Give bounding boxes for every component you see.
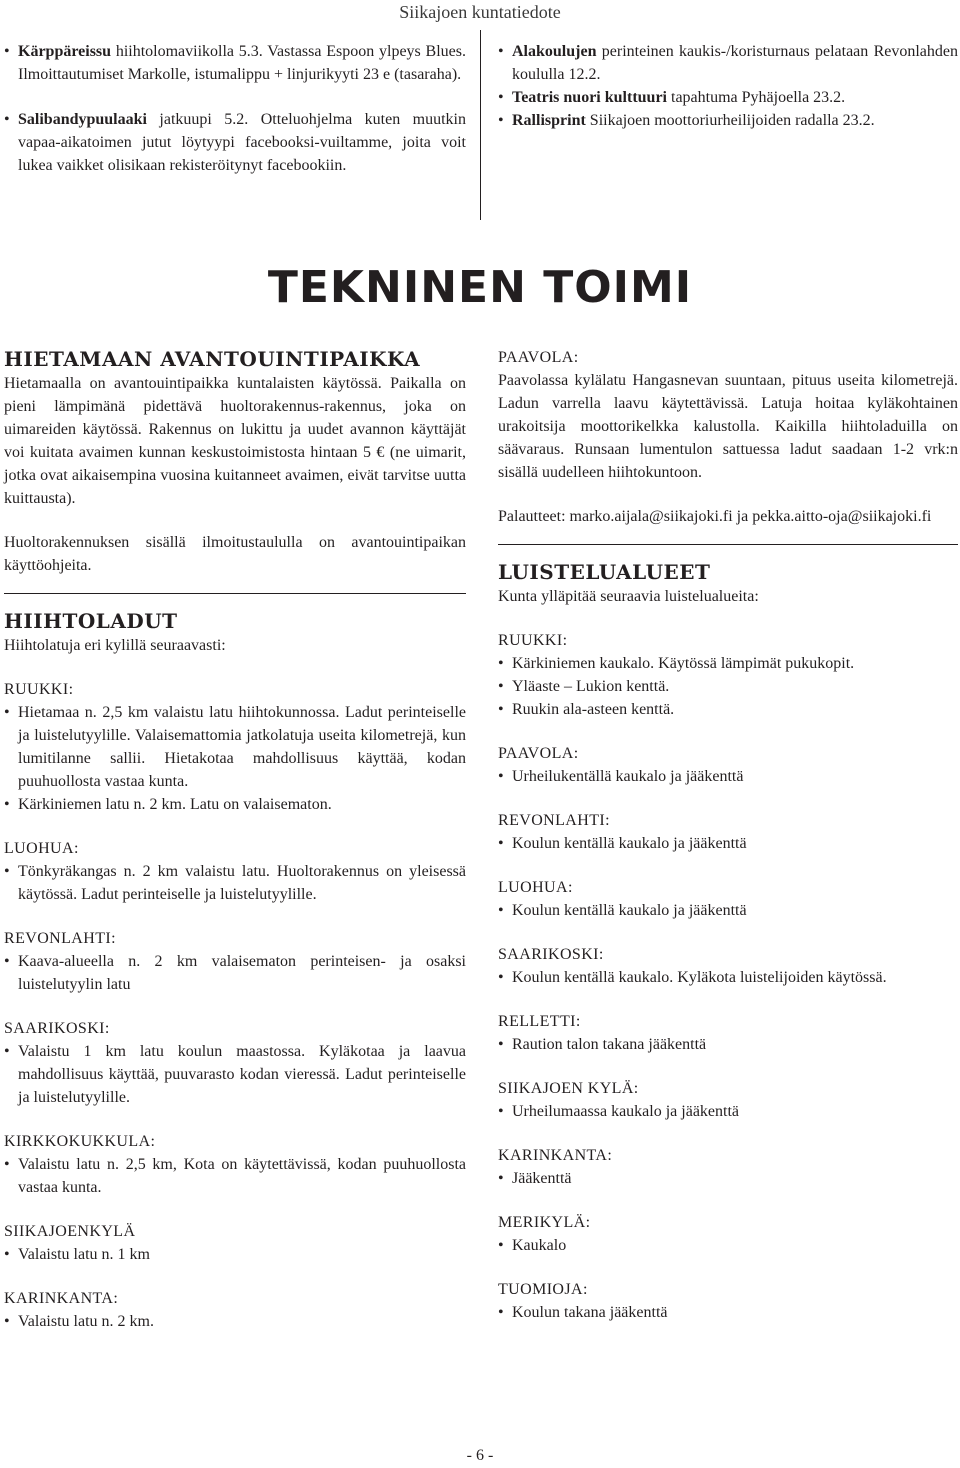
news-item-highlight: Alakoulujen [512, 43, 597, 60]
feedback-text: Palautteet: marko.aijala@siikajoki.fi ja pekka.aitto-oja@siikajoki.fi [498, 508, 932, 525]
place-list [4, 701, 466, 816]
list-item: • Urheilumaassa kaukalo ja jääkenttä [498, 1100, 958, 1123]
list-item: • Koulun kentällä kaukalo. Kyläkota luistelijoiden käytössä. [498, 966, 958, 989]
place-heading: PAAVOLA: [498, 745, 579, 762]
list-item: • Tönkyräkangas n. 2 km valaistu latu. Huoltorakennus on yleisessä käytössä. Ladut perinteiselle ja luistelutyylille. [4, 860, 466, 906]
place-list [498, 1167, 958, 1190]
luistelu-groups [498, 608, 958, 1324]
paavola-text: Paavolassa kylälatu Hangasnevan suuntaan, pituus useita kilometrejä. Ladun varrella laavu käytettävissä. Latuja hoitaa kyläkohtainen urakoitsija moottorikelkka kalustolla. Kaikilla hiihtoladuilla on säävaraus. Runsaan lumentulon sattuessa ladut saadaan 1-2 vrk:n sisällä uudelleen hiihtokuntoon. [498, 372, 958, 481]
avanto-paragraph-2: Huoltorakennuksen sisällä ilmoitustaululla on avantouintipaikan käyttöohjeita. [4, 534, 466, 574]
place-list [498, 652, 958, 721]
news-item [498, 86, 958, 109]
news-item-highlight: Rallisprint [512, 112, 586, 129]
page-number: - 6 - [466, 1447, 494, 1464]
place-heading: KIRKKOKUKKULA: [4, 1133, 156, 1150]
paavola-place: PAAVOLA: [498, 349, 579, 366]
place-heading: SIIKAJOEN KYLÄ: [498, 1080, 639, 1097]
list-item: • Kaukalo [498, 1234, 958, 1257]
place-heading: REVONLAHTI: [498, 812, 610, 829]
hiihto-heading: HIIHTOLADUT [4, 609, 178, 633]
news-item-highlight: Kärppäreissu [18, 43, 112, 60]
avanto-heading: HIETAMAAN AVANTOUINTIPAIKKA [4, 347, 421, 371]
news-list-left [4, 40, 466, 177]
news-item [4, 40, 466, 86]
hiihto-groups [4, 657, 466, 1333]
place-list [4, 1153, 466, 1199]
list-item: • Kärkiniemen latu n. 2 km. Latu on valaisematon. [4, 793, 466, 816]
page-header: Siikajoen kuntatiedote [399, 2, 561, 22]
news-item [498, 109, 958, 132]
list-item: • Kärkiniemen kaukalo. Käytössä lämpimät pukukopit. [498, 652, 958, 675]
luistelu-heading: LUISTELUALUEET [498, 560, 711, 584]
section-divider [4, 593, 466, 594]
list-item: • Valaistu latu n. 2 km. [4, 1310, 466, 1333]
right-column [498, 346, 958, 1324]
column-divider [480, 30, 481, 220]
place-list [4, 950, 466, 996]
section-title: TEKNINEN TOIMI [267, 262, 693, 313]
list-item: • Valaistu latu n. 2,5 km, Kota on käytettävissä, kodan puuhuollosta vastaa kunta. [4, 1153, 466, 1199]
news-item [498, 40, 958, 86]
place-heading: SIIKAJOENKYLÄ [4, 1223, 136, 1240]
list-item: • Urheilukentällä kaukalo ja jääkenttä [498, 765, 958, 788]
news-list-right [498, 40, 958, 132]
place-heading: LUOHUA: [498, 879, 573, 896]
place-heading: RELLETTI: [498, 1013, 581, 1030]
list-item: • Koulun kentällä kaukalo ja jääkenttä [498, 899, 958, 922]
list-item: • Ruukin ala-asteen kenttä. [498, 698, 958, 721]
list-item: • Koulun kentällä kaukalo ja jääkenttä [498, 832, 958, 855]
place-list [498, 1100, 958, 1123]
news-item-text: hiihtolomaviikolla 5.3. Vastassa Espoon ylpeys Blues. Ilmoittautumiset Markolle, istumalippu + linjurikyyti 23 e (tasaraha). [18, 43, 466, 83]
place-heading: KARINKANTA: [498, 1147, 613, 1164]
place-heading: MERIKYLÄ: [498, 1214, 591, 1231]
news-item-highlight: Teatris nuori kulttuuri [512, 89, 667, 106]
hiihto-intro: Hiihtolatuja eri kylillä seuraavasti: [4, 637, 226, 654]
place-list [498, 832, 958, 855]
place-heading: KARINKANTA: [4, 1290, 119, 1307]
place-list [4, 860, 466, 906]
left-column [4, 346, 466, 1333]
place-list [4, 1243, 466, 1266]
top-left-news [4, 40, 466, 199]
place-list [498, 765, 958, 788]
avanto-paragraph-1: Hietamaalla on avantouintipaikka kuntalaisten käytössä. Paikalla on pieni lämpimänä pidettävä huoltorakennus-rakennus, joka on uimareiden käytössä. Rakennus on lukittu ja uudet avannon käyttäjät voi kuitata avaimen kunnan keskustoimistosta hintaan 5 € (ne uimarit, jotka ovat aikaisempina vuosina kuitanneet avaimen, eivät tarvitse uutta kuittausta). [4, 375, 466, 507]
news-item-text: tapahtuma Pyhäjoella 23.2. [667, 89, 846, 106]
news-item [4, 108, 466, 177]
list-item: • Yläaste – Lukion kenttä. [498, 675, 958, 698]
place-heading: RUUKKI: [4, 681, 74, 698]
list-item: • Valaistu latu n. 1 km [4, 1243, 466, 1266]
list-item: • Jääkenttä [498, 1167, 958, 1190]
place-heading: TUOMIOJA: [498, 1281, 588, 1298]
place-list [4, 1310, 466, 1333]
place-list [498, 1301, 958, 1324]
place-heading: SAARIKOSKI: [4, 1020, 110, 1037]
place-list [498, 1234, 958, 1257]
list-item: • Hietamaa n. 2,5 km valaistu latu hiihtokunnossa. Ladut perinteiselle ja luistelutyylille. Valaisemattomia jatkolatuja useita kilometrejä, kun lumitilanne sallii. Hietakotaa mahdollisuus käyttää, kodan puuhuollosta vastaa kunta. [4, 701, 466, 793]
section-divider [498, 544, 958, 545]
place-heading: RUUKKI: [498, 632, 568, 649]
news-item-text: perinteinen kaukis-/koristurnaus pelataan Revonlahden koululla 12.2. [512, 43, 958, 83]
news-item-text: jatkuupi 5.2. Otteluohjelma kuten muutkin vapaa-aikatoimen jutut löytyypi facebooksi-vuiltamme, joita voit lukea vaikket olisikaan rekisteröitynyt facebookiin. [18, 111, 466, 174]
place-list [498, 1033, 958, 1056]
place-heading: REVONLAHTI: [4, 930, 116, 947]
list-item: • Koulun takana jääkenttä [498, 1301, 958, 1324]
news-item-highlight: Salibandypuulaaki [18, 111, 147, 128]
place-list [498, 966, 958, 989]
place-list [4, 1040, 466, 1109]
list-item: • Kaava-alueella n. 2 km valaisematon perinteisen- ja osaksi luistelutyylin latu [4, 950, 466, 996]
list-item: • Raution talon takana jääkenttä [498, 1033, 958, 1056]
news-item-text: Siikajoen moottoriurheilijoiden radalla 23.2. [585, 112, 875, 129]
place-heading: LUOHUA: [4, 840, 79, 857]
place-heading: SAARIKOSKI: [498, 946, 604, 963]
top-right-news [498, 40, 958, 132]
place-list [498, 899, 958, 922]
luistelu-intro: Kunta ylläpitää seuraavia luistelualueita: [498, 588, 759, 605]
list-item: • Valaistu 1 km latu koulun maastossa. Kyläkotaa ja laavua mahdollisuus käyttää, puuvarasto kodan vieressä. Ladut perinteiselle ja luistelutyylille. [4, 1040, 466, 1109]
